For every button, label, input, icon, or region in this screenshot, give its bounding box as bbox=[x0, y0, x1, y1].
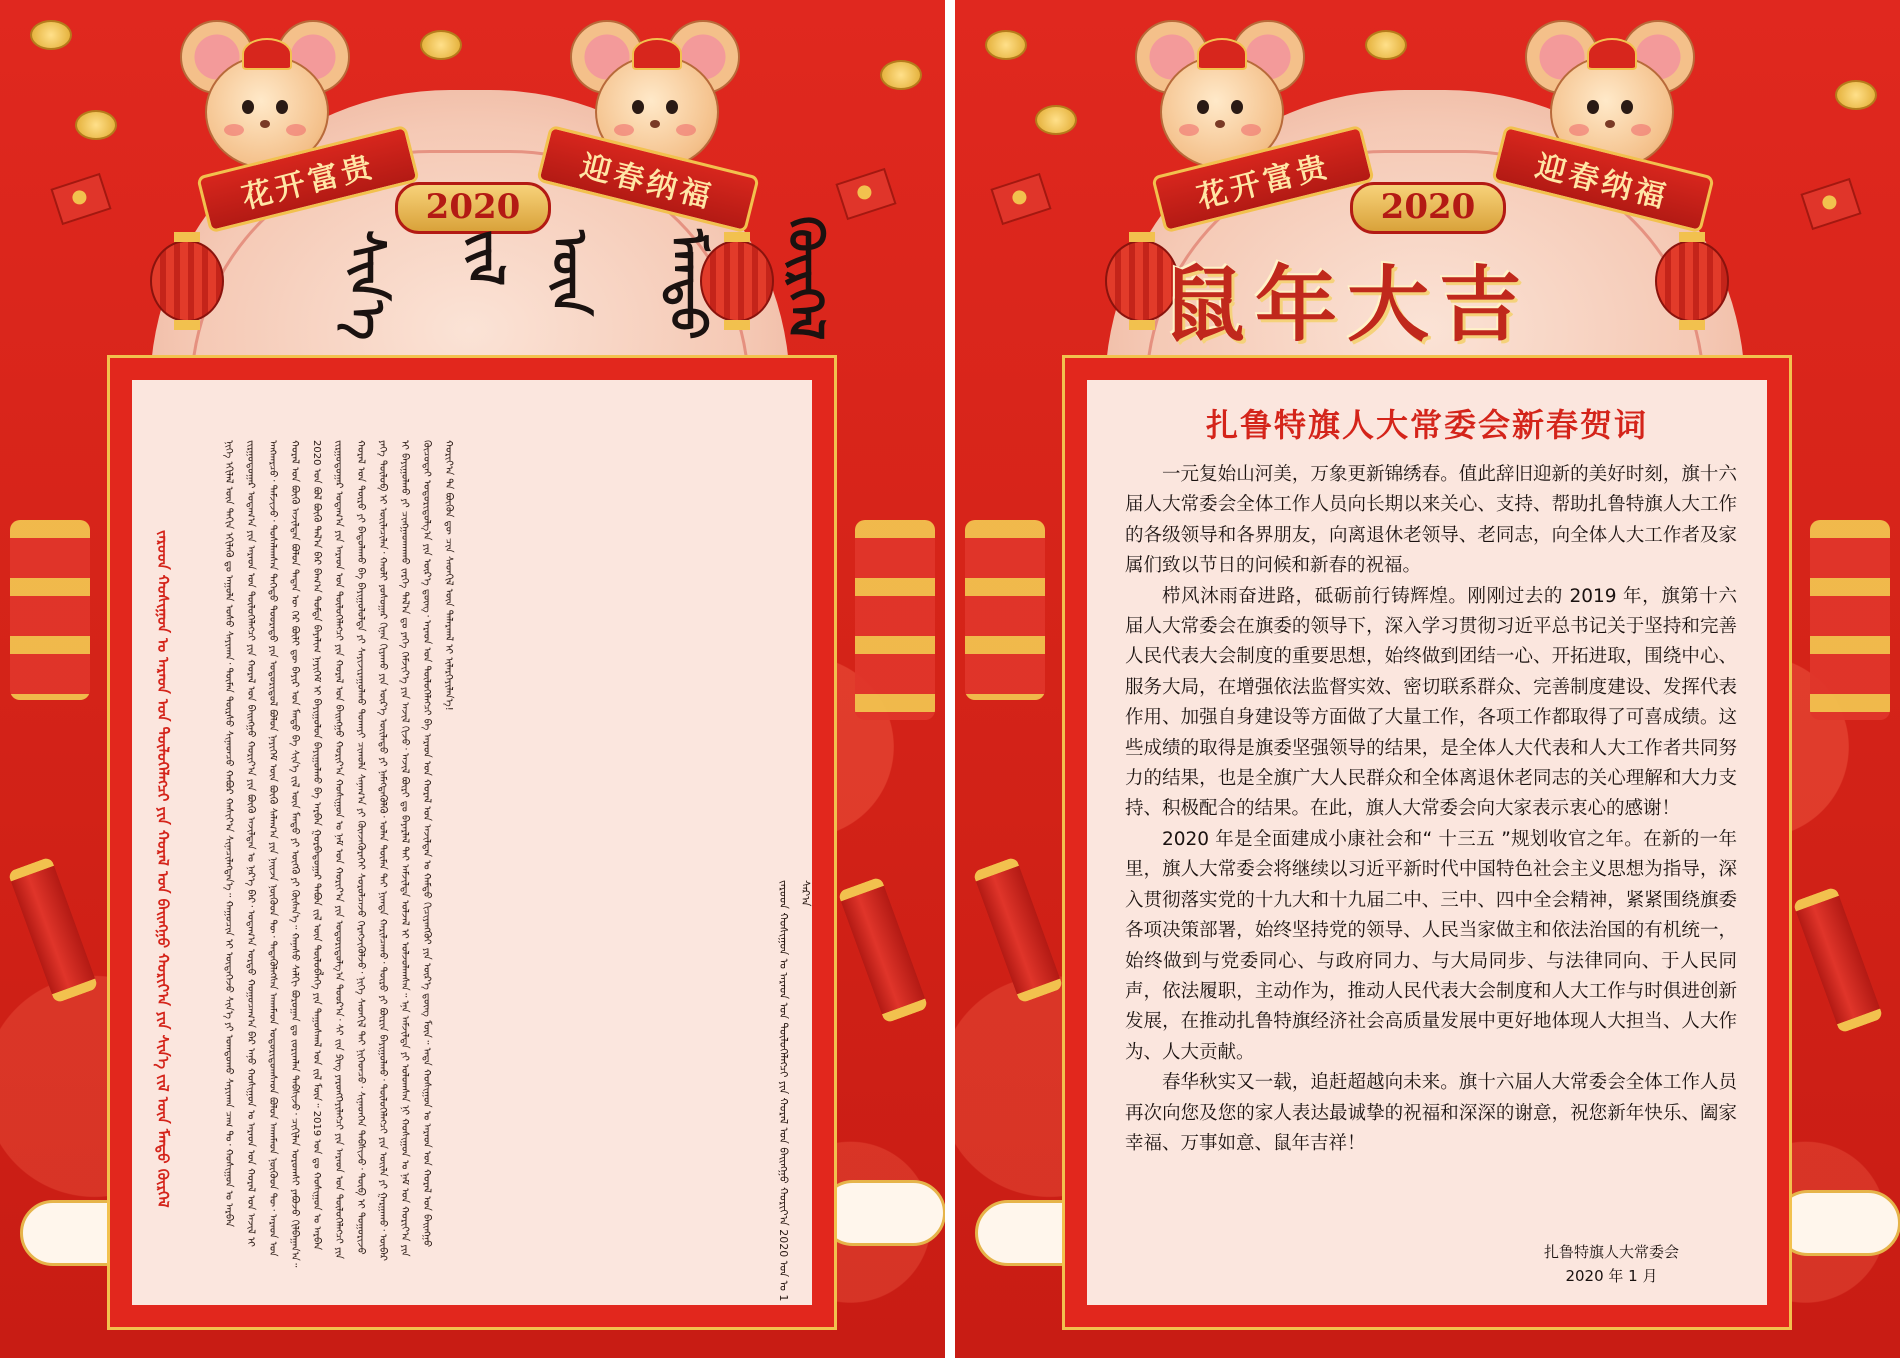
gold-coin-icon bbox=[30, 20, 72, 50]
mongolian-heading: ᠵᠠᠷᠤᠳ ᠬᠣᠰᠢᠭᠤᠨ ᠤ ᠠᠷᠠᠳ ᠤᠨ ᠲᠥᠯᠦᠭᠡᠯᠡᠭᠴᠢ ᠶᠢᠨ ᠬᠤᠷᠠᠯ ᠤᠨ ᠪᠠᠢᠩᠭᠤ ᠬᠣᠷᠢᠶ᠎ᠠ ᠶᠢᠨ ᠰᠢᠨ᠎ᠡ ᠵᠢᠯ ᠦᠨ ᠮᠡᠨᠳᠦ ᠬᠦᠷᠭᠡᠯ bbox=[154, 530, 172, 1208]
banner-right: 迎春纳福 bbox=[536, 125, 760, 234]
firecracker-icon bbox=[837, 876, 928, 1023]
mongolian-title-word: ᠮᠡᠨᠳᠦ bbox=[659, 229, 715, 340]
chinese-text-panel bbox=[1087, 380, 1767, 1305]
gold-coin-icon bbox=[880, 60, 922, 90]
mongolian-title-word: ᠰᠢᠨ᠎ᠡ bbox=[339, 229, 395, 340]
red-envelope-icon bbox=[50, 173, 111, 225]
signature-org: 扎鲁特旗人大常委会 bbox=[1543, 1243, 1679, 1261]
firecracker-icon bbox=[1792, 886, 1883, 1033]
greeting-paragraph: 一元复始山河美，万象更新锦绣春。值此辞旧迎新的美好时刻，旗十六届人大常委会全体工作人员向长期以来关心、支持、帮助扎鲁特旗人大工作的各级领导和各界朋友，向离退休老领导、老同志，向全体人大工作者及家属们致以节日的问候和新春的祝福。 bbox=[1125, 464, 1737, 577]
gold-coin-icon bbox=[1035, 105, 1077, 135]
gold-coin-icon bbox=[420, 30, 462, 60]
greeting-signature bbox=[1544, 1240, 1679, 1288]
red-envelope-icon bbox=[1800, 178, 1861, 230]
page-title: 鼠年大吉 bbox=[1163, 257, 1532, 353]
banner-left: 花开富贵 bbox=[196, 125, 420, 234]
greeting-paragraph: 2020 年是全面建成小康社会和“ 十三五 ”规划收官之年。在新的一年里，旗人大常委会将继续以习近平新时代中国特色社会主义思想为指导，深入贯彻落实党的十九大和十九届二中、三中、四中全会精神，紧紧围绕旗委各项决策部署，始终坚持党的领导、人民当家做主和依法治国的有机统一，始终做到与党委同心、与政府同力、与大局同步、与法律同向、于人民同声，依法履职，主动作为，推动人民代表大会制度和人大工作与时俱进创新发展，在推动扎鲁特旗经济社会高质量发展中更好地体现人大担当、人大作为、人大贡献。 bbox=[1125, 828, 1737, 1063]
mongolian-title bbox=[325, 215, 847, 340]
gold-ingot-stack-decoration bbox=[10, 520, 90, 700]
banner-right: 迎春纳福 bbox=[1491, 125, 1715, 234]
mongolian-text-panel bbox=[132, 380, 812, 1305]
banner-left: 花开富贵 bbox=[1151, 125, 1375, 234]
lantern-icon bbox=[150, 240, 224, 322]
gold-coin-icon bbox=[985, 30, 1027, 60]
page-gutter bbox=[945, 0, 955, 1358]
right-page-chinese bbox=[955, 0, 1900, 1358]
cloud-decoration bbox=[820, 1180, 945, 1246]
gold-ingot-stack-decoration bbox=[965, 520, 1045, 700]
red-envelope-icon bbox=[835, 168, 896, 220]
year-badge: 2020 bbox=[1350, 182, 1506, 234]
mongolian-text-frame bbox=[107, 355, 837, 1330]
gold-coin-icon bbox=[1365, 30, 1407, 60]
year-badge: 2020 bbox=[395, 182, 551, 234]
firecracker-icon bbox=[972, 856, 1063, 1003]
gold-coin-icon bbox=[1835, 80, 1877, 110]
mongolian-signature: ᠵᠠᠷᠤᠳ ᠬᠣᠰᠢᠭᠤᠨ ᠤ ᠠᠷᠠᠳ ᠤᠨ ᠲᠥᠯᠦᠭᠡᠯᠡᠭᠴᠢ ᠶᠢᠨ ᠬᠤᠷᠠᠯ ᠤᠨ ᠪᠠᠢᠩᠭᠤ ᠬᠣᠷᠢᠶ᠎ᠠ 2020 ᠣᠨ ᠤ 1 ᠰᠠᠷ᠎ᠠ bbox=[777, 880, 812, 1302]
greeting-title: 扎鲁特旗人大常委会新春贺词 bbox=[1205, 406, 1648, 444]
lantern-icon bbox=[1655, 240, 1729, 322]
greeting-body bbox=[1125, 460, 1737, 1159]
mongolian-title-word: ᠬᠦᠷᠭᠡᠯ bbox=[777, 215, 833, 340]
signature-date: 2020 年 1 月 bbox=[1565, 1267, 1658, 1285]
greeting-paragraph: 春华秋实又一载，追赶超越向未来。旗十六届人大常委会全体工作人员再次向您及您的家人表达最诚挚的祝福和深深的谢意，祝您新年快乐、阖家幸福、万事如意、鼠年吉祥！ bbox=[1125, 1072, 1737, 1154]
left-page-mongolian bbox=[0, 0, 945, 1358]
gold-ingot-stack-decoration bbox=[855, 520, 935, 720]
mongolian-body-text: ᠨᠢᠭᠡ ᠡᠬᠢᠯᠡᠯ ᠦᠨ ᠳᠠᠬᠢᠨ ᠡᠬᠢᠯᠡᠬᠦ ᠳᠤ ᠠᠭᠤᠯᠠ ᠤᠰᠤ ᠰᠠᠶᠢᠬᠠᠨ᠂ ᠲᠦᠮᠡᠨ ᠳᠦᠷᠰᠦ ᠰᠢᠨᠡᠳᠴᠦ ᠬᠠᠪᠤᠷ ᠬᠠᠰᠢᠶ᠎ᠠ ᠰᠢᠨᠡᠴᠢᠯᠡᠭᠳᠡᠨ᠎ᠡ᠃ ᠬᠠᠭᠤᠴᠢᠨ ᠢ ᠦᠳᠡᠭᠡᠵᠦ ᠰᠢᠨ᠎ᠡ ᠶᠢ ᠤᠭᠲᠤᠬᠤ ᠰᠠᠶᠢᠬᠠᠨ ᠴᠠᠭ ᠲᠤ᠂ ᠬᠣᠰᠢᠭᠤᠨ ᠤ ᠠᠷᠪᠠᠨ ᠵᠢᠷᠭᠤᠳᠤᠭᠠᠷ ᠤᠳᠠᠭ᠎ᠠ ᠶᠢᠨ ᠠᠷᠠᠳ ᠤᠨ ᠲᠥᠯᠦᠭᠡᠯᠡᠭᠴᠢ ᠶᠢᠨ ᠬᠤᠷᠠᠯ ᠤᠨ ᠪᠠᠢᠩᠭᠤ ᠬᠣᠷᠢᠶ᠎ᠠ ᠶᠢᠨ ᠪᠦᠬᠦ ᠠᠵᠢᠯᠲᠠᠨ ᠤ ᠨᠡᠷ᠎ᠡ ᠪᠡᠷ᠂ ᠤᠳᠠᠭ᠎ᠠ ᠤᠷᠲᠤ ᠬᠤᠭᠤᠴᠠᠭ᠎ᠠ ᠪᠠᠷ ᠠᠨᠤ ᠬᠣᠰᠢᠭᠤᠨ ᠤ ᠠᠷᠠᠳ ᠤᠨ ᠬᠤᠷᠠᠯ ᠤᠨ ᠠᠵᠢᠯ ᠢ ᠠᠩᠬᠠᠷᠴᠤ᠂ ᠳᠡᠮᠵᠢᠵᠦ᠂ ᠲᠤᠰᠠᠯᠠᠭᠰᠠᠨ ᠳᠡᠭᠡᠳᠦ ᠳᠣᠣᠷᠠᠳᠤ ᠶᠢᠨ ᠤᠳᠤᠷᠢᠳᠤᠯ ᠪᠣᠯᠤᠨ ᠨᠡᠶᠢᠭᠡᠮ ᠦᠨ ᠪᠦᠬᠦ ᠰᠠᠯᠠᠭ᠎ᠠ ᠶᠢᠨ ᠨᠠᠢᠵᠠ ᠨᠥᠬᠦᠳ ᠲᠦ᠂ ᠲᠡᠲᠡᠭᠦᠯᠡᠭᠰᠡᠨ ᠠᠬᠠᠮᠠᠳ ᠤᠳᠤᠷᠢᠳᠤᠭᠰᠠᠳ ᠪᠣᠯᠤᠨ ᠠᠬᠠᠮᠠᠳ ᠨᠥᠬᠦᠳ ᠲᠦ᠂ ᠠᠷᠠᠳ ᠤᠨ ᠬᠤᠷᠠᠯ ᠤᠨ ᠪᠦᠬᠦ ᠠᠵᠢᠯᠲᠠᠨ ᠪᠣᠯᠤᠨ ᠲᠡᠳᠡᠨ ᠦ ᠭᠡᠷ ᠪᠦᠯᠢ ᠳᠦ ᠪᠠᠶᠢᠷ ᠤᠨ ᠮᠡᠨᠳᠦ ᠪᠠ ᠰᠢᠨ᠎ᠡ ᠵᠢᠯ ᠦᠨ ᠮᠡᠨᠳᠦ ᠶᠢ ᠦᠭᠬᠦ ᠶᠢ ᠬᠦᠰᠡᠨ᠎ᠡ᠃ ᠬᠠᠨᠠᠰᠤ ᠰᠠᠯᠬᠢ ᠪᠣᠷᠣᠭᠠᠨ ᠳᠤ ᠵᠣᠷᠢᠭᠯᠠᠨ ᠳᠠᠪᠰᠢᠵᠤ᠂ ᠴᠢᠬᠢᠯᠡᠨ ᠤᠷᠤᠭᠰᠢ ᠶᠠᠪᠤᠵᠤ ᠭᠢᠯᠪᠠᠭᠠᠨ᠎ᠠ᠃ 2020 ᠣᠨ ᠪᠣᠯ ᠪᠦᠬᠦ ᠲᠠᠯ᠎ᠠ ᠪᠠᠷ ᠪᠠᠭ᠎ᠠ ᠳᠤᠮᠳᠠ ᠪᠠᠶᠠᠯᠢᠭ ᠨᠡᠶᠢᠭᠡᠮ ᠢ ᠪᠠᠶᠢᠭᠤᠯᠤᠨ ᠪᠠᠶᠢᠭᠤᠯᠬᠤ ᠪᠠ ᠠᠷᠪᠠᠨ ᠭᠤᠷᠪᠠᠳᠤᠭᠠᠷ ᠲᠠᠪᠤᠨ ᠵᠢᠯ ᠦᠨ ᠲᠥᠯᠦᠪᠯᠡᠭᠡ ᠶᠢᠨ ᠳᠠᠭᠤᠰᠬᠠᠯ ᠤᠨ ᠵᠢᠯ ᠮᠥᠨ᠃ 2019 ᠣᠨ ᠳᠤ ᠬᠣᠰᠢᠭᠤᠨ ᠤ ᠠᠷᠪᠠᠨ ᠵᠢᠷᠭᠤᠳᠤᠭᠠᠷ ᠤᠳᠠᠭ᠎ᠠ ᠶᠢᠨ ᠠᠷᠠᠳ ᠤᠨ ᠲᠥᠯᠦᠭᠡᠯᠡᠭᠴᠢ ᠶᠢᠨ ᠬᠤᠷᠠᠯ ᠤᠨ ᠪᠠᠢᠩᠭᠤ ᠬᠣᠷᠢᠶ᠎ᠠ ᠬᠣᠰᠢᠭᠤᠨ ᠤ ᠨᠠᠮ ᠤᠨ ᠬᠣᠷᠢᠶ᠎ᠠ ᠶᠢᠨ ᠤᠳᠤᠷᠢᠳᠤᠯᠭ᠎ᠠ ᠳᠤᠤᠷ᠎ᠠ᠂ ᠰᠢ ᠵᠢᠨ ᠫᠢᠩ ᠶᠡᠷᠦᠩᠬᠡᠶᠢᠯᠡᠭᠴᠢ ᠶᠢᠨ ᠠᠷᠠᠳ ᠤᠨ ᠲᠥᠯᠦᠭᠡᠯᠡᠭᠴᠢ ᠶᠢᠨ ᠬᠤᠷᠠᠯ ᠤᠨ ᠲᠦᠷᠦ ᠶᠢ ᠪᠠᠲᠤᠯᠠᠬᠤ ᠪᠠ ᠪᠠᠶᠢᠭᠤᠯᠤᠯᠲᠠ ᠶᠢ ᠰᠠᠶᠢᠵᠢᠷᠠᠭᠤᠯᠬᠤ ᠲᠤᠬᠠᠶᠢ ᠴᠢᠬᠤᠯᠠ ᠰᠠᠨᠠᠭ᠎ᠠ ᠶᠢ ᠭᠦᠨᠵᠡᠭᠦᠷᠡᠬᠡᠢ ᠰᠤᠷᠤᠯᠴᠠᠵᠤ ᠬᠡᠷᠡᠭᠵᠢᠭᠦᠯᠵᠦ᠂ ᠨᠢᠭᠡ ᠰᠡᠳᠬᠢᠯ ᠲᠡᠢ ᠨᠢᠭᠡᠳᠴᠦ᠂ ᠰᠢᠨᠡᠳᠬᠡᠨ ᠳᠠᠪᠰᠢᠵᠤ᠂ ᠲᠥᠪ ᠢ ᠲᠣᠭᠣᠷᠢᠵᠤ ᠶᠡᠬᠡ ᠲᠥᠯᠦᠪ ᠢ ᠦᠢᠯᠡᠴᠢᠯᠡᠨ᠂ ᠬᠠᠤᠯᠢ ᠶᠣᠰᠣᠭᠠᠷ ᠬᠢᠨᠠᠨ ᠬᠢᠶᠠᠬᠤ ᠶᠢᠨ ᠦᠷ᠎ᠡ ᠦᠢᠯᠡᠳᠦ ᠶᠢ ᠨᠡᠮᠡᠭᠳᠡᠭᠦᠯᠬᠦ᠂ ᠣᠯᠠᠨ ᠲᠦᠮᠡᠨ ᠲᠡᠢ ᠨᠢᠭᠲᠠ ᠬᠠᠷᠢᠯᠴᠠᠬᠤ᠂ ᠲᠦᠷᠦ ᠶᠢ ᠪᠦᠷᠢᠨ ᠪᠠᠶᠢᠭᠤᠯᠬᠤ᠂ ᠲᠥᠯᠦᠭᠡᠯᠡᠭᠴᠢ ᠶᠢᠨ ᠦᠢᠯᠡ ᠶᠢ ᠭᠠᠷᠭᠠᠬᠤ᠂ ᠥᠪᠡᠷ ᠢ ᠪᠠᠶᠢᠭᠤᠯᠬᠤ ᠶᠢ ᠴᠢᠩᠭᠠᠳᠬᠠᠬᠤ ᠵᠡᠷᠭᠡ ᠲᠠᠯ᠎ᠠ ᠳᠤ ᠶᠡᠬᠡ ᠬᠡᠮᠵᠢᠶ᠎ᠡ ᠶᠢᠨ ᠠᠵᠢᠯ ᠬᠢᠵᠦ᠂ ᠠᠵᠢᠯ ᠪᠦᠷᠢ ᠳᠤ ᠪᠠᠶᠠᠷᠯᠠᠯ ᠲᠠᠢ ᠠᠮᠵᠢᠯᠲᠠ ᠣᠯᠵᠠᠯ ᠢ ᠣᠯᠵᠤᠯᠠᠭᠰᠠᠨ᠃ ᠡᠨᠡ ᠠᠮᠵᠢᠯᠲᠠ ᠶᠢ ᠣᠯᠤᠭᠰᠠᠨ ᠨᠢ ᠬᠣᠰᠢᠭᠤᠨ ᠤ ᠨᠠᠮ ᠤᠨ ᠬᠣᠷᠢᠶ᠎ᠠ ᠶᠢᠨ ᠬᠦᠴᠦᠲᠡᠢ ᠤᠳᠤᠷᠢᠳᠤᠯᠭ᠎ᠠ ᠶᠢᠨ ᠦᠷ᠎ᠡ ᠳ᠋ᠦᠩ᠂ ᠠᠷᠠᠳ ᠤᠨ ᠲᠥᠯᠦᠭᠡᠯᠡᠭᠴᠢ ᠪᠠ ᠠᠷᠠᠳ ᠤᠨ ᠬᠤᠷᠠᠯ ᠤᠨ ᠠᠵᠢᠯᠲᠠᠨ ᠤ ᠬᠠᠮᠲᠤ ᠬᠢᠴᠢᠶᠡᠩᠭᠦᠢ ᠶᠢᠨ ᠦᠷ᠎ᠡ ᠳ᠋ᠦᠩ ᠮᠥᠨ᠃ ᠡᠨᠳᠡ ᠬᠣᠰᠢᠭᠤᠨ ᠤ ᠠᠷᠠᠳ ᠤᠨ ᠬᠤᠷᠠᠯ ᠤᠨ ᠪᠠᠢᠩᠭᠤ ᠬᠣᠷᠢᠶ᠎ᠠ ᠲᠠ ᠪᠦᠬᠦᠨ ᠳᠦ ᠴᠢᠨ ᠰᠡᠳᠬᠢᠯ ᠦᠨ ᠲᠠᠯᠠᠷᠬᠠᠯ ᠢ ᠢᠯᠡᠷᠬᠡᠶᠢᠯᠡᠨ᠎ᠡ! bbox=[223, 440, 454, 1268]
gold-ingot-stack-decoration bbox=[1810, 520, 1890, 720]
gold-coin-icon bbox=[75, 110, 117, 140]
cloud-decoration bbox=[1775, 1190, 1900, 1256]
firecracker-icon bbox=[7, 856, 98, 1003]
chinese-text-frame bbox=[1062, 355, 1792, 1330]
mongolian-title-word: ᠵᠢᠯ ᠦᠨ bbox=[457, 230, 597, 316]
greeting-paragraph: 栉风沐雨奋进路，砥砺前行铸辉煌。刚刚过去的 2019 年，旗第十六届人大常委会在旗委的领导下，深入学习贯彻习近平总书记关于坚持和完善人民代表大会制度的重要思想，始终做到团结一心、开拓进取，围绕中心、服务大局，在增强依法监督实效、密切联系群众、完善制度建设、发挥代表作用、加强自身建设等方面做了大量工作，各项工作都取得了可喜成绩。这些成绩的取得是旗委坚强领导的结果，是全体人大代表和人大工作者共同努力的结果，也是全旗广大人民群众和全体离退休老同志的关心理解和大力支持、积极配合的结果。在此，旗人大常委会向大家表示衷心的感谢！ bbox=[1125, 585, 1737, 820]
red-envelope-icon bbox=[990, 173, 1051, 225]
